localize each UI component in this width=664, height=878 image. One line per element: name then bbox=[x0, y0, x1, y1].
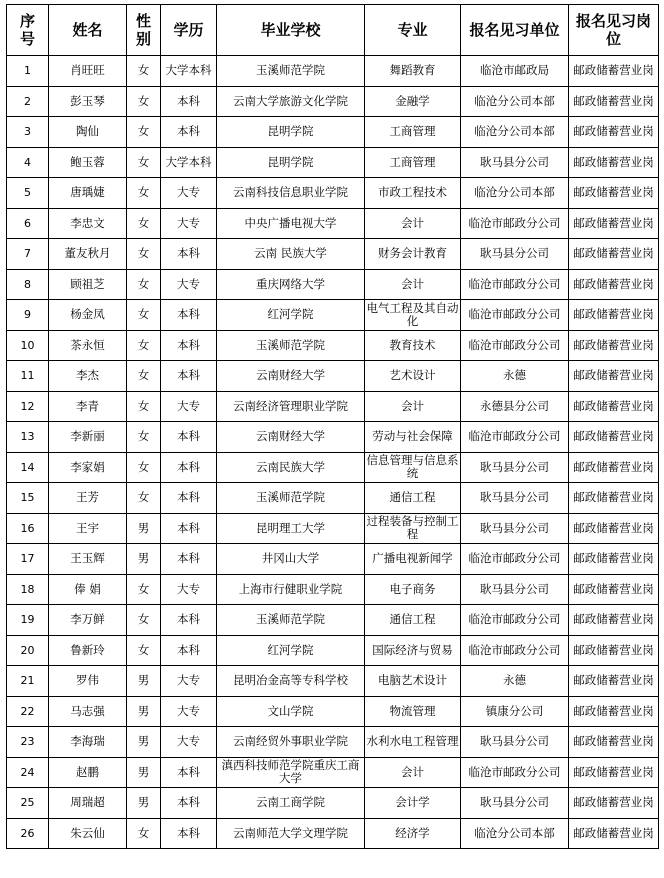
cell-education: 大学本科 bbox=[161, 56, 217, 87]
cell-gender: 女 bbox=[127, 56, 161, 87]
cell-seq: 2 bbox=[7, 86, 49, 117]
cell-gender: 女 bbox=[127, 605, 161, 636]
cell-unit: 临沧市邮政分公司 bbox=[461, 330, 569, 361]
cell-education: 本科 bbox=[161, 330, 217, 361]
cell-position: 邮政储蓄营业岗 bbox=[569, 391, 659, 422]
cell-education: 本科 bbox=[161, 361, 217, 392]
cell-name: 肖旺旺 bbox=[49, 56, 127, 87]
cell-gender: 女 bbox=[127, 147, 161, 178]
cell-unit: 临沧分公司本部 bbox=[461, 178, 569, 209]
table-row bbox=[7, 696, 659, 727]
cell-name: 彭玉琴 bbox=[49, 86, 127, 117]
cell-name: 周瑞超 bbox=[49, 788, 127, 819]
cell-education: 大专 bbox=[161, 178, 217, 209]
table-row bbox=[7, 544, 659, 575]
cell-name: 陶仙 bbox=[49, 117, 127, 148]
cell-unit: 临沧市邮政分公司 bbox=[461, 208, 569, 239]
cell-education: 本科 bbox=[161, 605, 217, 636]
cell-position: 邮政储蓄营业岗 bbox=[569, 178, 659, 209]
cell-seq: 20 bbox=[7, 635, 49, 666]
cell-name: 赵鹏 bbox=[49, 757, 127, 788]
cell-major: 教育技术 bbox=[365, 330, 461, 361]
cell-gender: 女 bbox=[127, 361, 161, 392]
cell-major: 水利水电工程管理 bbox=[365, 727, 461, 758]
trainee-table bbox=[6, 4, 659, 849]
cell-seq: 4 bbox=[7, 147, 49, 178]
cell-school: 玉溪师范学院 bbox=[217, 605, 365, 636]
cell-unit: 耿马县分公司 bbox=[461, 483, 569, 514]
cell-seq: 8 bbox=[7, 269, 49, 300]
cell-education: 本科 bbox=[161, 513, 217, 544]
cell-school: 井冈山大学 bbox=[217, 544, 365, 575]
cell-major: 市政工程技术 bbox=[365, 178, 461, 209]
cell-name: 董友秋月 bbox=[49, 239, 127, 270]
cell-education: 大专 bbox=[161, 666, 217, 697]
cell-name: 茶永恒 bbox=[49, 330, 127, 361]
cell-name: 李万鲜 bbox=[49, 605, 127, 636]
cell-name: 李杰 bbox=[49, 361, 127, 392]
table-row bbox=[7, 178, 659, 209]
col-header-seq: 序号 bbox=[7, 5, 49, 56]
cell-education: 本科 bbox=[161, 452, 217, 483]
cell-position: 邮政储蓄营业岗 bbox=[569, 422, 659, 453]
cell-name: 唐瑀婕 bbox=[49, 178, 127, 209]
cell-seq: 5 bbox=[7, 178, 49, 209]
cell-name: 李新丽 bbox=[49, 422, 127, 453]
cell-school: 云南财经大学 bbox=[217, 422, 365, 453]
cell-seq: 12 bbox=[7, 391, 49, 422]
cell-gender: 男 bbox=[127, 666, 161, 697]
cell-name: 王宇 bbox=[49, 513, 127, 544]
cell-unit: 耿马县分公司 bbox=[461, 147, 569, 178]
cell-education: 本科 bbox=[161, 788, 217, 819]
cell-position: 邮政储蓄营业岗 bbox=[569, 635, 659, 666]
cell-position: 邮政储蓄营业岗 bbox=[569, 788, 659, 819]
cell-unit: 耿马县分公司 bbox=[461, 727, 569, 758]
col-header-major: 专业 bbox=[365, 5, 461, 56]
cell-name: 李青 bbox=[49, 391, 127, 422]
cell-gender: 女 bbox=[127, 635, 161, 666]
cell-gender: 女 bbox=[127, 117, 161, 148]
cell-seq: 9 bbox=[7, 300, 49, 331]
cell-unit: 临沧分公司本部 bbox=[461, 86, 569, 117]
table-row bbox=[7, 452, 659, 483]
cell-seq: 7 bbox=[7, 239, 49, 270]
cell-major: 物流管理 bbox=[365, 696, 461, 727]
cell-seq: 13 bbox=[7, 422, 49, 453]
cell-school: 上海市行健职业学院 bbox=[217, 574, 365, 605]
table-row bbox=[7, 513, 659, 544]
cell-gender: 女 bbox=[127, 239, 161, 270]
cell-position: 邮政储蓄营业岗 bbox=[569, 56, 659, 87]
cell-school: 红河学院 bbox=[217, 300, 365, 331]
cell-unit: 临沧市邮政分公司 bbox=[461, 269, 569, 300]
cell-major: 会计 bbox=[365, 391, 461, 422]
table-row bbox=[7, 483, 659, 514]
cell-seq: 21 bbox=[7, 666, 49, 697]
cell-major: 电子商务 bbox=[365, 574, 461, 605]
cell-gender: 女 bbox=[127, 269, 161, 300]
cell-education: 本科 bbox=[161, 86, 217, 117]
cell-major: 会计 bbox=[365, 208, 461, 239]
cell-seq: 18 bbox=[7, 574, 49, 605]
cell-unit: 临沧市邮政分公司 bbox=[461, 605, 569, 636]
cell-unit: 临沧市邮政分公司 bbox=[461, 300, 569, 331]
cell-major: 会计 bbox=[365, 757, 461, 788]
col-header-position: 报名见习岗位 bbox=[569, 5, 659, 56]
cell-education: 本科 bbox=[161, 422, 217, 453]
col-header-name: 姓名 bbox=[49, 5, 127, 56]
cell-name: 俸 娟 bbox=[49, 574, 127, 605]
cell-major: 国际经济与贸易 bbox=[365, 635, 461, 666]
cell-major: 过程装备与控制工程 bbox=[365, 513, 461, 544]
cell-school: 昆明学院 bbox=[217, 147, 365, 178]
cell-school: 重庆网络大学 bbox=[217, 269, 365, 300]
cell-position: 邮政储蓄营业岗 bbox=[569, 361, 659, 392]
cell-education: 本科 bbox=[161, 239, 217, 270]
cell-position: 邮政储蓄营业岗 bbox=[569, 483, 659, 514]
cell-position: 邮政储蓄营业岗 bbox=[569, 513, 659, 544]
cell-gender: 男 bbox=[127, 544, 161, 575]
cell-position: 邮政储蓄营业岗 bbox=[569, 818, 659, 849]
cell-school: 玉溪师范学院 bbox=[217, 330, 365, 361]
table-row bbox=[7, 361, 659, 392]
cell-name: 顾祖芝 bbox=[49, 269, 127, 300]
cell-education: 本科 bbox=[161, 635, 217, 666]
cell-seq: 24 bbox=[7, 757, 49, 788]
cell-major: 工商管理 bbox=[365, 117, 461, 148]
cell-unit: 耿马县分公司 bbox=[461, 788, 569, 819]
cell-seq: 16 bbox=[7, 513, 49, 544]
cell-major: 通信工程 bbox=[365, 483, 461, 514]
col-header-education: 学历 bbox=[161, 5, 217, 56]
cell-school: 昆明理工大学 bbox=[217, 513, 365, 544]
cell-position: 邮政储蓄营业岗 bbox=[569, 666, 659, 697]
cell-gender: 女 bbox=[127, 300, 161, 331]
col-header-unit: 报名见习单位 bbox=[461, 5, 569, 56]
cell-school: 滇西科技师范学院重庆工商大学 bbox=[217, 757, 365, 788]
cell-education: 大学本科 bbox=[161, 147, 217, 178]
cell-major: 经济学 bbox=[365, 818, 461, 849]
cell-unit: 镇康分公司 bbox=[461, 696, 569, 727]
cell-position: 邮政储蓄营业岗 bbox=[569, 330, 659, 361]
cell-seq: 25 bbox=[7, 788, 49, 819]
table-row bbox=[7, 666, 659, 697]
cell-school: 玉溪师范学院 bbox=[217, 56, 365, 87]
cell-education: 本科 bbox=[161, 544, 217, 575]
cell-unit: 耿马县分公司 bbox=[461, 513, 569, 544]
cell-unit: 临沧市邮政局 bbox=[461, 56, 569, 87]
table-row bbox=[7, 56, 659, 87]
cell-seq: 14 bbox=[7, 452, 49, 483]
table-row bbox=[7, 147, 659, 178]
cell-school: 玉溪师范学院 bbox=[217, 483, 365, 514]
cell-gender: 女 bbox=[127, 208, 161, 239]
cell-seq: 15 bbox=[7, 483, 49, 514]
cell-seq: 3 bbox=[7, 117, 49, 148]
cell-seq: 10 bbox=[7, 330, 49, 361]
cell-major: 舞蹈教育 bbox=[365, 56, 461, 87]
cell-gender: 女 bbox=[127, 330, 161, 361]
cell-school: 云南工商学院 bbox=[217, 788, 365, 819]
cell-unit: 临沧分公司本部 bbox=[461, 117, 569, 148]
cell-school: 云南经济管理职业学院 bbox=[217, 391, 365, 422]
cell-position: 邮政储蓄营业岗 bbox=[569, 544, 659, 575]
cell-seq: 1 bbox=[7, 56, 49, 87]
cell-gender: 女 bbox=[127, 86, 161, 117]
table-row bbox=[7, 788, 659, 819]
cell-major: 艺术设计 bbox=[365, 361, 461, 392]
cell-gender: 女 bbox=[127, 483, 161, 514]
cell-unit: 临沧市邮政分公司 bbox=[461, 635, 569, 666]
cell-gender: 男 bbox=[127, 513, 161, 544]
table-row bbox=[7, 208, 659, 239]
cell-name: 马志强 bbox=[49, 696, 127, 727]
cell-school: 中央广播电视大学 bbox=[217, 208, 365, 239]
table-row bbox=[7, 422, 659, 453]
cell-name: 李家娟 bbox=[49, 452, 127, 483]
cell-education: 本科 bbox=[161, 483, 217, 514]
cell-major: 会计学 bbox=[365, 788, 461, 819]
cell-position: 邮政储蓄营业岗 bbox=[569, 208, 659, 239]
cell-education: 本科 bbox=[161, 818, 217, 849]
cell-name: 王玉辉 bbox=[49, 544, 127, 575]
cell-seq: 26 bbox=[7, 818, 49, 849]
cell-major: 电气工程及其自动化 bbox=[365, 300, 461, 331]
cell-name: 鲍玉蓉 bbox=[49, 147, 127, 178]
cell-position: 邮政储蓄营业岗 bbox=[569, 605, 659, 636]
cell-gender: 女 bbox=[127, 391, 161, 422]
cell-major: 通信工程 bbox=[365, 605, 461, 636]
table-row bbox=[7, 605, 659, 636]
cell-unit: 永德县分公司 bbox=[461, 391, 569, 422]
col-header-gender: 性别 bbox=[127, 5, 161, 56]
cell-major: 金融学 bbox=[365, 86, 461, 117]
cell-position: 邮政储蓄营业岗 bbox=[569, 239, 659, 270]
cell-school: 云南民族大学 bbox=[217, 452, 365, 483]
cell-unit: 临沧分公司本部 bbox=[461, 818, 569, 849]
cell-education: 大专 bbox=[161, 574, 217, 605]
cell-unit: 耿马县分公司 bbox=[461, 239, 569, 270]
table-body bbox=[7, 56, 659, 849]
cell-major: 信息管理与信息系统 bbox=[365, 452, 461, 483]
cell-position: 邮政储蓄营业岗 bbox=[569, 452, 659, 483]
cell-gender: 男 bbox=[127, 696, 161, 727]
col-header-school: 毕业学校 bbox=[217, 5, 365, 56]
table-row bbox=[7, 330, 659, 361]
cell-education: 本科 bbox=[161, 117, 217, 148]
table-row bbox=[7, 635, 659, 666]
cell-unit: 临沧市邮政分公司 bbox=[461, 544, 569, 575]
cell-unit: 临沧市邮政分公司 bbox=[461, 757, 569, 788]
cell-position: 邮政储蓄营业岗 bbox=[569, 757, 659, 788]
cell-gender: 女 bbox=[127, 178, 161, 209]
cell-gender: 女 bbox=[127, 818, 161, 849]
cell-school: 文山学院 bbox=[217, 696, 365, 727]
cell-school: 红河学院 bbox=[217, 635, 365, 666]
cell-name: 李忠文 bbox=[49, 208, 127, 239]
table-row bbox=[7, 757, 659, 788]
cell-unit: 临沧市邮政分公司 bbox=[461, 422, 569, 453]
cell-position: 邮政储蓄营业岗 bbox=[569, 147, 659, 178]
cell-unit: 永德 bbox=[461, 666, 569, 697]
cell-name: 杨金凤 bbox=[49, 300, 127, 331]
table-row bbox=[7, 269, 659, 300]
cell-seq: 19 bbox=[7, 605, 49, 636]
cell-position: 邮政储蓄营业岗 bbox=[569, 86, 659, 117]
table-row bbox=[7, 818, 659, 849]
cell-education: 大专 bbox=[161, 696, 217, 727]
cell-school: 云南大学旅游文化学院 bbox=[217, 86, 365, 117]
cell-unit: 耿马县分公司 bbox=[461, 574, 569, 605]
cell-major: 会计 bbox=[365, 269, 461, 300]
cell-position: 邮政储蓄营业岗 bbox=[569, 696, 659, 727]
cell-name: 罗伟 bbox=[49, 666, 127, 697]
table-row bbox=[7, 574, 659, 605]
cell-major: 工商管理 bbox=[365, 147, 461, 178]
cell-school: 云南财经大学 bbox=[217, 361, 365, 392]
cell-position: 邮政储蓄营业岗 bbox=[569, 574, 659, 605]
cell-seq: 22 bbox=[7, 696, 49, 727]
table-row bbox=[7, 117, 659, 148]
cell-education: 大专 bbox=[161, 391, 217, 422]
cell-education: 大专 bbox=[161, 269, 217, 300]
cell-seq: 11 bbox=[7, 361, 49, 392]
cell-major: 劳动与社会保障 bbox=[365, 422, 461, 453]
cell-seq: 23 bbox=[7, 727, 49, 758]
cell-major: 电脑艺术设计 bbox=[365, 666, 461, 697]
table-row bbox=[7, 391, 659, 422]
cell-school: 昆明学院 bbox=[217, 117, 365, 148]
cell-seq: 6 bbox=[7, 208, 49, 239]
cell-position: 邮政储蓄营业岗 bbox=[569, 269, 659, 300]
cell-major: 广播电视新闻学 bbox=[365, 544, 461, 575]
cell-school: 云南科技信息职业学院 bbox=[217, 178, 365, 209]
cell-gender: 女 bbox=[127, 452, 161, 483]
cell-gender: 女 bbox=[127, 422, 161, 453]
cell-major: 财务会计教育 bbox=[365, 239, 461, 270]
cell-name: 李海瑞 bbox=[49, 727, 127, 758]
cell-seq: 17 bbox=[7, 544, 49, 575]
table-row bbox=[7, 239, 659, 270]
cell-position: 邮政储蓄营业岗 bbox=[569, 300, 659, 331]
cell-school: 昆明冶金高等专科学校 bbox=[217, 666, 365, 697]
table-row bbox=[7, 300, 659, 331]
cell-education: 大专 bbox=[161, 208, 217, 239]
cell-name: 鲁新玲 bbox=[49, 635, 127, 666]
cell-name: 朱云仙 bbox=[49, 818, 127, 849]
header-row bbox=[7, 5, 659, 56]
cell-position: 邮政储蓄营业岗 bbox=[569, 727, 659, 758]
cell-gender: 男 bbox=[127, 757, 161, 788]
cell-gender: 男 bbox=[127, 727, 161, 758]
cell-education: 本科 bbox=[161, 300, 217, 331]
cell-gender: 女 bbox=[127, 574, 161, 605]
table-row bbox=[7, 727, 659, 758]
cell-gender: 男 bbox=[127, 788, 161, 819]
table-row bbox=[7, 86, 659, 117]
cell-name: 王芳 bbox=[49, 483, 127, 514]
cell-school: 云南经贸外事职业学院 bbox=[217, 727, 365, 758]
cell-education: 本科 bbox=[161, 757, 217, 788]
cell-unit: 耿马县分公司 bbox=[461, 452, 569, 483]
cell-school: 云南师范大学文理学院 bbox=[217, 818, 365, 849]
cell-position: 邮政储蓄营业岗 bbox=[569, 117, 659, 148]
cell-education: 大专 bbox=[161, 727, 217, 758]
cell-unit: 永德 bbox=[461, 361, 569, 392]
cell-school: 云南 民族大学 bbox=[217, 239, 365, 270]
